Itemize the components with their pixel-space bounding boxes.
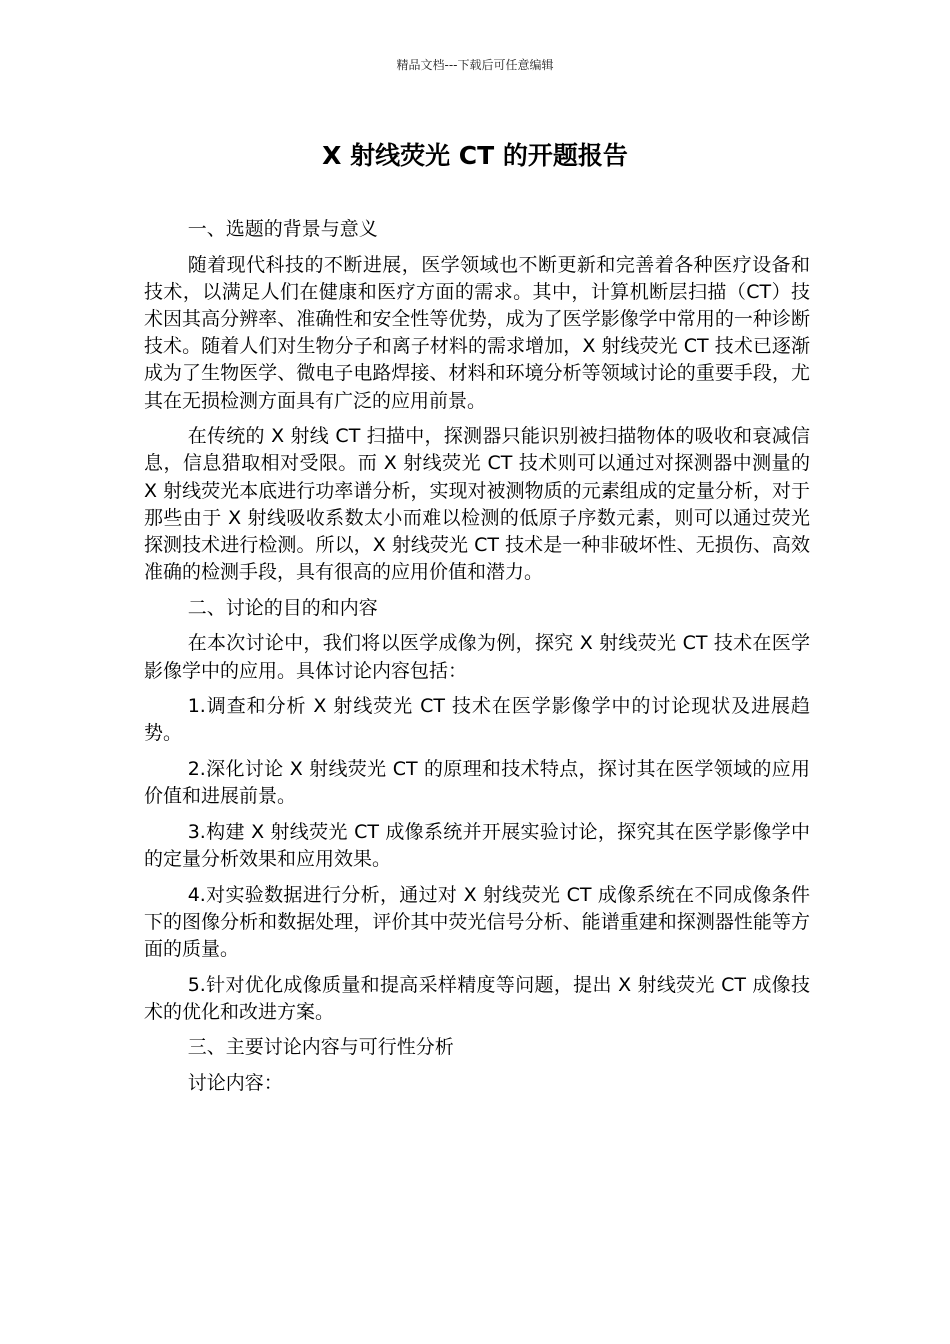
paragraph-purpose-intro: 在本次讨论中，我们将以医学成像为例，探究 X 射线荧光 CT 技术在医学影像学中的应用。具体讨论内容包括： — [144, 632, 810, 682]
paragraph-background-1: 随着现代科技的不断进展，医学领域也不断更新和完善着各种医疗设备和技术，以满足人们在健康和医疗方面的需求。其中，计算机断层扫描（CT）技术因其高分辨率、准确性和安全性等优势，成为了医学影像学中常用的一种诊断技术。随着人们对生物分子和离子材料的需求增加，X 射线荧光 CT 技术已逐渐成为了生物医学、微电子电路焊接、材料和环境分析等领域讨论的重要手段，尤其在无损检测方面具有广泛的应用前景。 — [144, 253, 810, 412]
section-heading-background: 一、选题的背景与意义 — [187, 218, 378, 240]
list-item-5: 5.针对优化成像质量和提高采样精度等问题，提出 X 射线荧光 CT 成像技术的优化和改进方案。 — [144, 973, 810, 1023]
page-header: 精品文档---下载后可任意编辑 — [396, 58, 554, 72]
paragraph-background-2: 在传统的 X 射线 CT 扫描中，探测器只能识别被扫描物体的吸收和衰减信息，信息猎取相对受限。而 X 射线荧光 CT 技术则可以通过对探测器中测量的 X 射线荧光本底进行功率谱分析，实现对被测物质的元素组成的定量分析，对于那些由于 X 射线吸收系数太小而难以检测的低原子序数元素，则可以通过荧光探测技术进行检测。所以，X 射线荧光 CT 技术是一种非破坏性、无损伤、高效准确的检测手段，具有很高的应用价值和潜力。 — [144, 425, 810, 584]
section-heading-purpose: 二、讨论的目的和内容 — [187, 596, 378, 619]
paragraph-content-label: 讨论内容： — [187, 1071, 283, 1094]
list-item-1: 1.调查和分析 X 射线荧光 CT 技术在医学影像学中的讨论现状及进展趋势。 — [144, 695, 810, 745]
document-body — [144, 216, 810, 1106]
section-heading-feasibility: 三、主要讨论内容与可行性分析 — [187, 1036, 454, 1059]
list-item-4: 4.对实验数据进行分析，通过对 X 射线荧光 CT 成像系统在不同成像条件下的图像分析和数据处理，评价其中荧光信号分析、能谱重建和探测器性能等方面的质量。 — [144, 883, 810, 960]
list-item-3: 3.构建 X 射线荧光 CT 成像系统并开展实验讨论，探究其在医学影像学中的定量分析效果和应用效果。 — [144, 820, 810, 870]
list-item-2: 2.深化讨论 X 射线荧光 CT 的原理和技术特点，探讨其在医学领域的应用价值和进展前景。 — [144, 758, 810, 808]
document-title: X 射线荧光 CT 的开题报告 — [322, 141, 628, 170]
